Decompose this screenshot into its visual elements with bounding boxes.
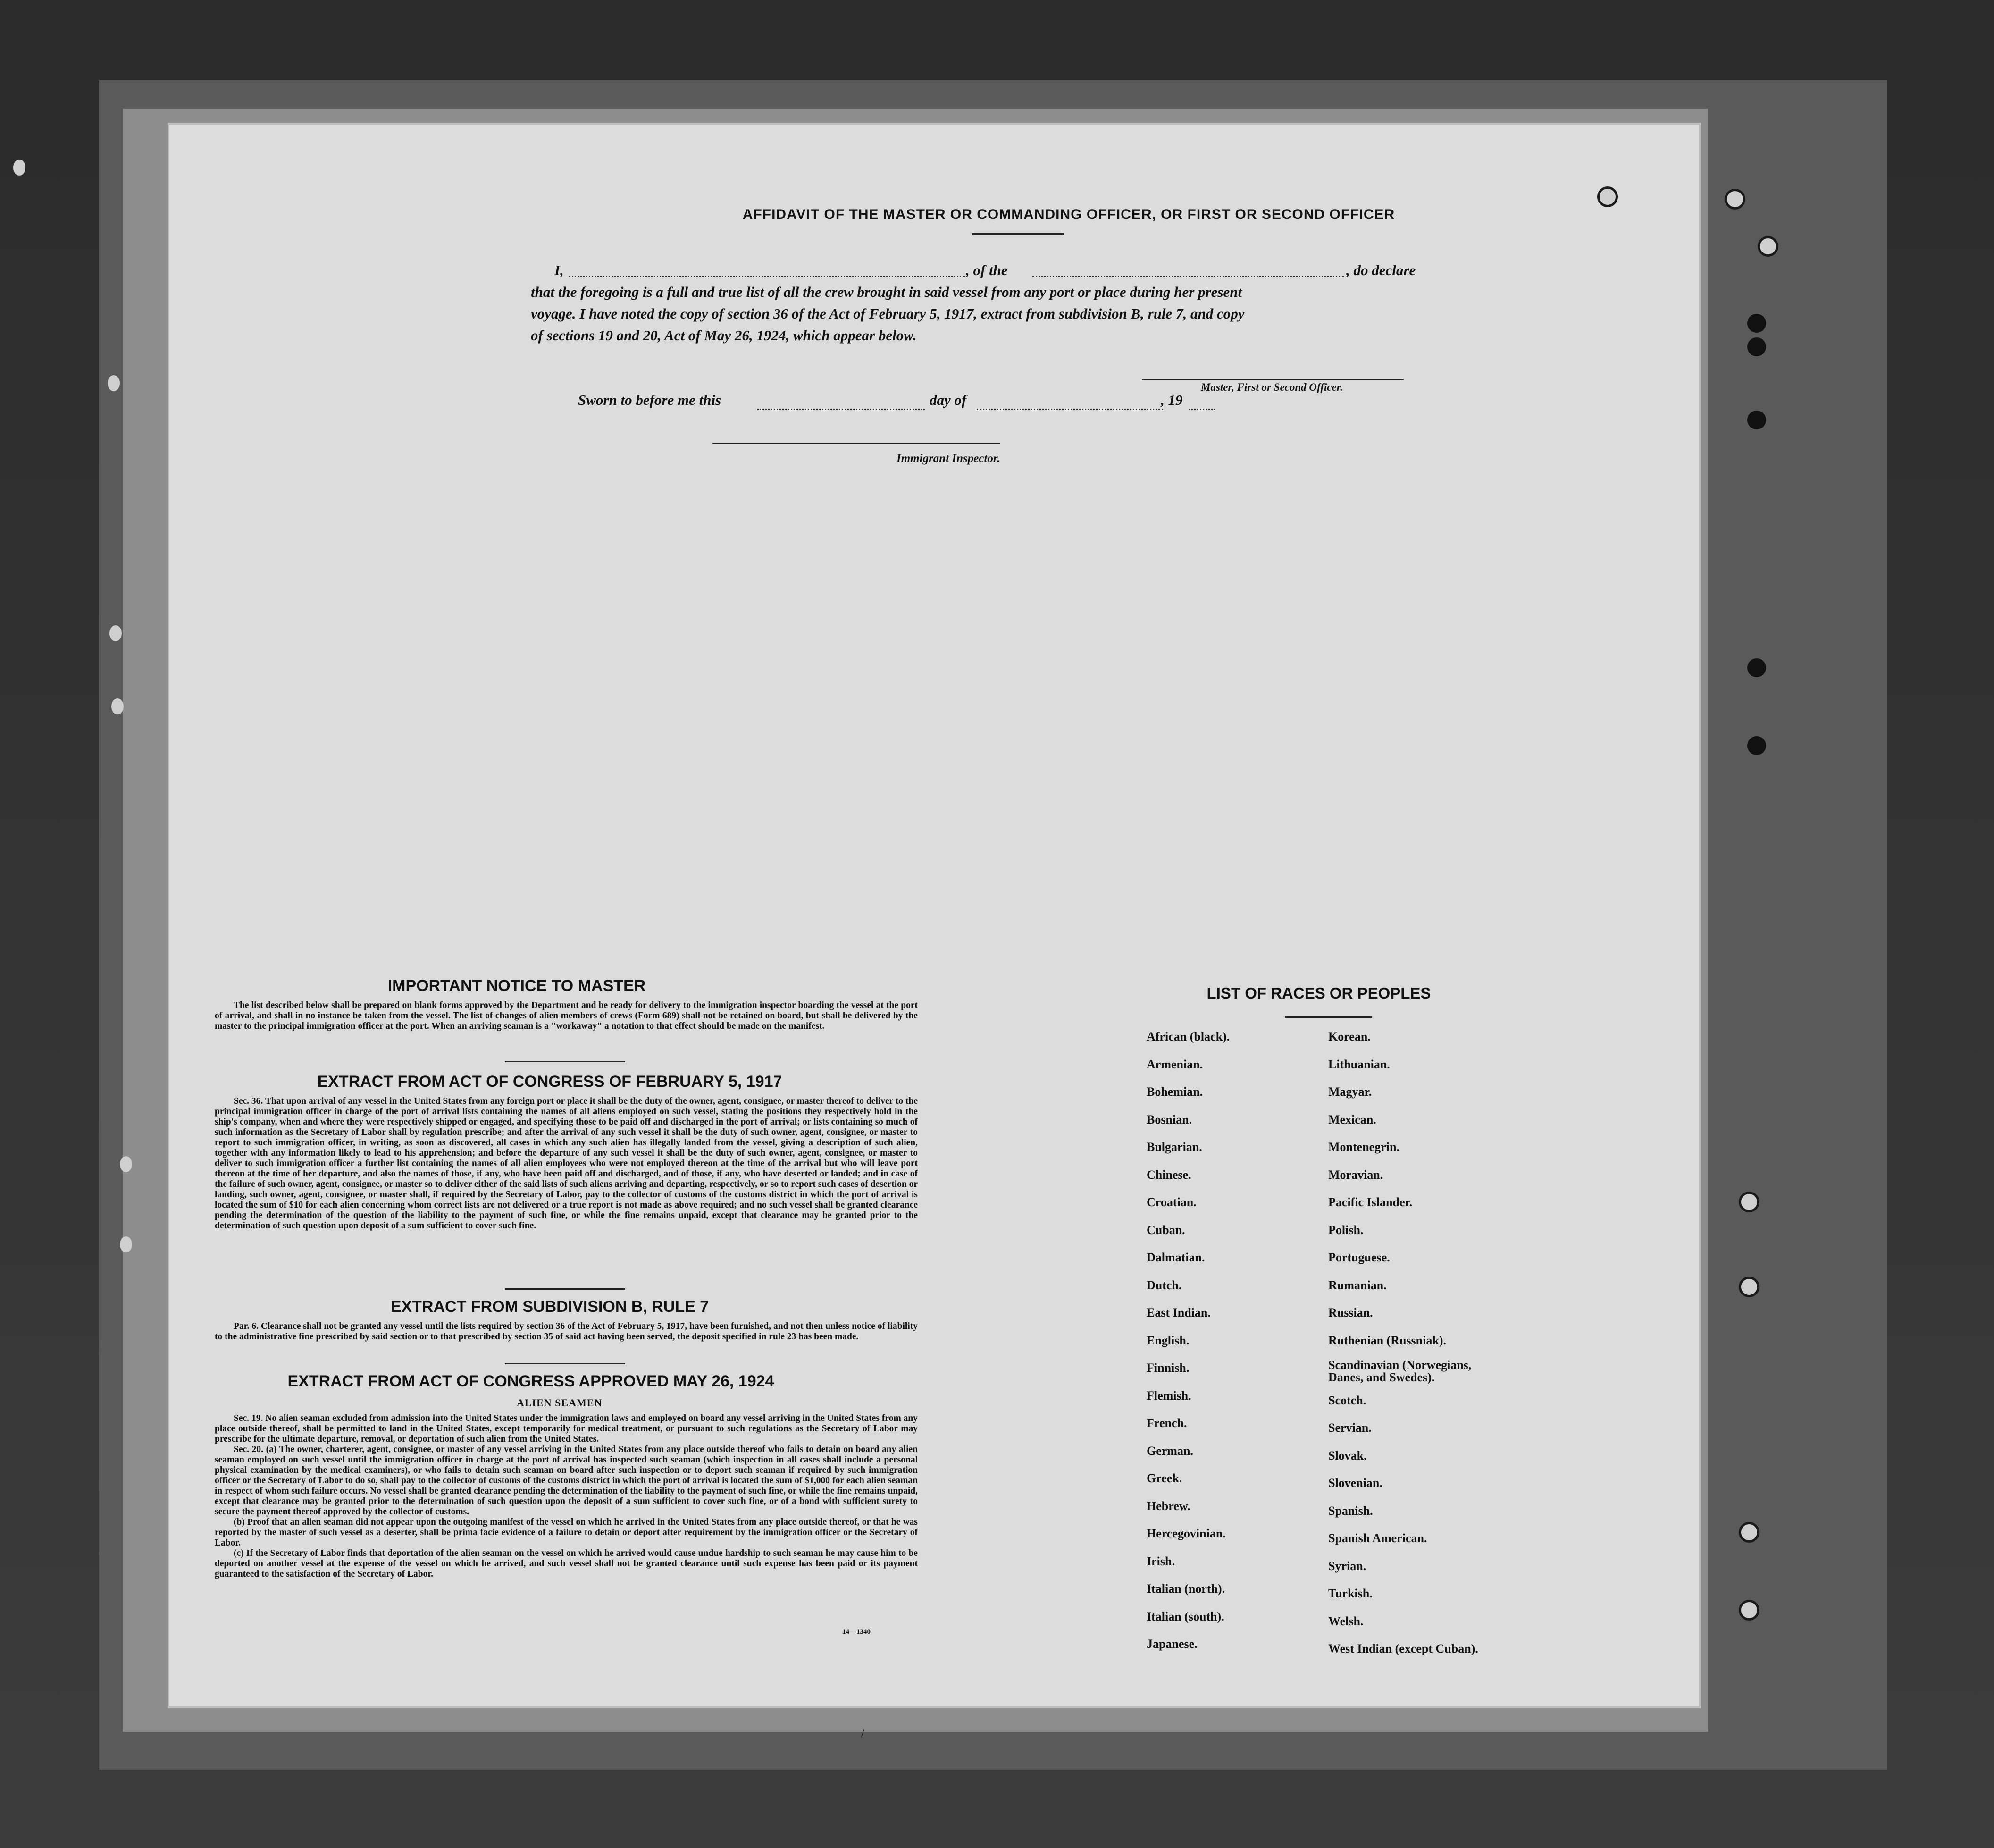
alien-seamen-subtitle: ALIEN SEAMEN (517, 1397, 603, 1409)
race-item: Croatian. (1147, 1195, 1197, 1209)
punch-hole (1747, 658, 1766, 677)
sworn-label: Sworn to before me this (578, 392, 721, 408)
race-item: Lithuanian. (1328, 1057, 1390, 1071)
punch-hole (1747, 411, 1766, 429)
i-label: I, (554, 262, 564, 278)
race-item: Russian. (1328, 1306, 1373, 1319)
form-number: 14—1340 (842, 1628, 871, 1636)
sec-20b-paragraph: (b) Proof that an alien seaman did not appear upon the outgoing manifest of the vessel on which he arrived in the United States from any place outside thereof, or that he was reported by the master of such vessel as a deserter, shall be prima facie evidence of a failure to detain or deport after requirement by the immigration officer or the Secretary of Labor. (215, 1517, 918, 1548)
inspector-label: Immigrant Inspector. (896, 452, 1000, 465)
punch-hole (1739, 1600, 1759, 1621)
sec-20c-paragraph: (c) If the Secretary of Labor finds that deportation of the alien seaman on the vessel on which he arrived would cause undue hardship to such seaman he may cause him to be deported on another vessel at the expense of the vessel on which he arrived, and such vessel shall not be granted clearance until such expense has been paid or its payment guaranteed to the satisfaction of the Secretary of Labor. (215, 1548, 918, 1579)
margin-hole (108, 375, 120, 391)
extract-1917-text (215, 1096, 918, 1231)
affidavit-line-1: that the foregoing is a full and true list of all the crew brought in said vessel from any port or place during her present (531, 284, 1242, 300)
extract-1924-text (215, 1413, 918, 1579)
race-item: Irish. (1147, 1554, 1175, 1568)
race-item: East Indian. (1147, 1306, 1211, 1319)
punch-hole (1747, 736, 1766, 755)
affidavit-body (531, 260, 1437, 346)
race-item: Flemish. (1147, 1388, 1191, 1403)
sec-19-paragraph: Sec. 19. No alien seaman excluded from admission into the United States under the immigration laws and employed on board any vessel arriving in the United States from any place outside thereof, shall be permitted to land in the United States, except temporarily for medical treatment, or pursuant to such regulations as the Secretary of Labor may prescribe for the ultimate departure, removal, or deportation of such alien from the United States. (215, 1413, 918, 1444)
race-item: Scotch. (1328, 1393, 1366, 1407)
margin-hole (13, 160, 25, 176)
section-rule (505, 1061, 625, 1062)
races-title: LIST OF RACES OR PEOPLES (1206, 984, 1431, 1002)
race-item: West Indian (except Cuban). (1328, 1642, 1478, 1655)
race-item: Syrian. (1328, 1559, 1366, 1573)
race-item: Mexican. (1328, 1112, 1376, 1126)
day-of-label: day of (930, 392, 967, 408)
race-item: Ruthenian (Russniak). (1328, 1333, 1446, 1347)
race-item: Turkish. (1328, 1587, 1373, 1600)
section-rule (505, 1363, 625, 1364)
margin-hole (111, 698, 124, 714)
extract-1917-title: EXTRACT FROM ACT OF CONGRESS OF FEBRUARY 5, 1917 (317, 1073, 782, 1091)
race-item: Rumanian. (1328, 1278, 1387, 1292)
races-left-column (1147, 1023, 1316, 1658)
notice-title: IMPORTANT NOTICE TO MASTER (387, 977, 646, 995)
race-item: Spanish American. (1328, 1531, 1427, 1545)
stray-mark: / (861, 1726, 865, 1740)
race-item: Greek. (1147, 1471, 1182, 1485)
race-item: Montenegrin. (1328, 1140, 1399, 1154)
extract-1924-title: EXTRACT FROM ACT OF CONGRESS APPROVED MAY 26, 1924 (287, 1372, 774, 1390)
inspector-signature-line[interactable] (712, 443, 1000, 444)
race-item: Bohemian. (1147, 1085, 1203, 1099)
do-declare-label: , do declare (1346, 262, 1416, 278)
races-right-column (1328, 1023, 1592, 1663)
of-the-label: , of the (966, 262, 1008, 278)
race-item: French. (1147, 1416, 1187, 1430)
sec-20a-paragraph: Sec. 20. (a) The owner, charterer, agent, consignee, or master of any vessel arriving in the United States from any place outside thereof who fails to detain on board any alien seaman employed on such vessel until the immigration officer in charge at the port of arrival has inspected such seaman (which inspection in all cases shall include a personal physical examination by the medical examiners), or who fails to detain such seaman on board after such inspection or to deport such seaman if required by such immigration officer or the Secretary of Labor to do so, shall pay to the collector of customs of the customs district in which the port of arrival is located the sum of $1,000 for each alien seaman in respect of whom such failure occurs. No vessel shall be granted clearance pending the determination of the liability to the payment of such fine, or while the fine remains unpaid, except that clearance may be granted prior to the determination of such question upon the deposit of a sum sufficient to cover such fine, or of a bond with sufficient surety to secure the payment thereof approved by the collector of customs. (215, 1445, 918, 1517)
extract-rule7-title: EXTRACT FROM SUBDIVISION B, RULE 7 (390, 1298, 709, 1316)
race-item: Korean. (1328, 1030, 1371, 1043)
race-item: Bosnian. (1147, 1112, 1192, 1126)
race-item: Portuguese. (1328, 1251, 1390, 1264)
race-item: Pacific Islander. (1328, 1195, 1413, 1209)
master-signature-line[interactable] (1142, 379, 1404, 380)
sworn-line (578, 392, 721, 409)
master-signature-label: Master, First or Second Officer. (1201, 381, 1343, 393)
race-item: Polish. (1328, 1223, 1364, 1237)
race-item: Bulgarian. (1147, 1140, 1202, 1154)
race-item: Cuban. (1147, 1223, 1185, 1237)
punch-hole (1597, 186, 1618, 207)
sworn-month-blank[interactable] (977, 409, 1163, 410)
race-item: Moravian. (1328, 1168, 1383, 1182)
race-item: Spanish. (1328, 1504, 1373, 1518)
sworn-year-blank[interactable] (1189, 409, 1215, 410)
punch-hole (1725, 189, 1745, 210)
par-6-paragraph: Par. 6. Clearance shall not be granted any vessel until the lists required by section 36 of the Act of February 5, 1917, have been furnished, and not then unless notice of liability to the administrative fine prescribed by said section or to that prescribed by section 35 of said act having been served, the deposit specified in rule 23 has been made. (215, 1321, 918, 1342)
race-item: Dalmatian. (1147, 1251, 1205, 1264)
punch-hole (1739, 1522, 1759, 1543)
race-item: Magyar. (1328, 1085, 1372, 1099)
punch-hole (1739, 1277, 1759, 1297)
race-item: English. (1147, 1333, 1190, 1347)
punch-hole (1758, 236, 1778, 257)
extract-rule7-text (215, 1321, 918, 1342)
race-item: Hebrew. (1147, 1499, 1190, 1513)
margin-hole (120, 1236, 132, 1252)
title-rule (972, 233, 1064, 235)
affidavit-line-2: voyage. I have noted the copy of section 36 of the Act of February 5, 1917, extract from subdivision B, rule 7, and copy (531, 305, 1245, 322)
year-label: , 19 (1161, 392, 1183, 408)
race-item: Italian (south). (1147, 1609, 1224, 1623)
race-item: German. (1147, 1444, 1193, 1458)
race-item: Scandinavian (Norwegians, Danes, and Swedes). (1328, 1358, 1472, 1384)
notice-text (215, 1000, 918, 1032)
notice-paragraph: The list described below shall be prepared on blank forms approved by the Department and be ready for delivery to the immigration inspector boarding the vessel at the port of arrival, and shall in no instance be taken from the vessel. The list of changes of alien members of crews (Form 689) shall not be retained on board, but shall be delivered by the master to the principal immigration officer at the port. When an arriving seaman is a "workaway" a notation to that effect should be made on the manifest. (215, 1000, 918, 1031)
race-item: Hercegovinian. (1147, 1527, 1226, 1540)
margin-hole (109, 625, 122, 641)
sworn-day-blank[interactable] (757, 409, 925, 410)
race-item: Armenian. (1147, 1057, 1203, 1071)
race-item: Slovak. (1328, 1448, 1367, 1462)
affidavit-title: AFFIDAVIT OF THE MASTER OR COMMANDING OFFICER, OR FIRST OR SECOND OFFICER (742, 207, 1395, 222)
race-item: Japanese. (1147, 1637, 1198, 1651)
race-item: Dutch. (1147, 1278, 1182, 1292)
punch-hole (1747, 314, 1766, 333)
punch-hole (1747, 337, 1766, 356)
race-item: Italian (north). (1147, 1582, 1225, 1596)
race-item: Slovenian. (1328, 1476, 1382, 1490)
race-item: Servian. (1328, 1421, 1372, 1435)
name-blank[interactable] (569, 276, 965, 277)
race-item: Chinese. (1147, 1168, 1191, 1182)
race-item: African (black). (1147, 1030, 1230, 1043)
document-page (168, 123, 1701, 1740)
punch-hole (1739, 1192, 1759, 1212)
declaration-line (531, 260, 1437, 281)
race-item: Welsh. (1328, 1614, 1364, 1628)
section-rule (505, 1288, 625, 1290)
race-item: Finnish. (1147, 1361, 1190, 1375)
races-title-rule (1285, 1016, 1372, 1018)
margin-hole (120, 1156, 132, 1172)
vessel-blank[interactable] (1032, 276, 1344, 277)
affidavit-line-3: of sections 19 and 20, Act of May 26, 1924, which appear below. (531, 327, 917, 344)
sec-36-paragraph: Sec. 36. That upon arrival of any vessel in the United States from any foreign port or place it shall be the duty of the owner, agent, consignee, or master thereof to deliver to the principal immigration officer in charge of the port of arrival lists containing the names of all aliens employed on such vessel, stating the positions they respectively hold in the ship's company, when and where they were respectively shipped or engaged, and specifying those to be paid off and discharged in the port of arrival; or lists containing so much of such information as the Secretary of Labor shall by regulation prescribe; and after the arrival of any such vessel it shall be the duty of such owner, agent, consignee, or master to report to such immigration officer, in writing, as soon as discovered, all cases in which any such alien has illegally landed from the vessel, giving a description of such alien, together with any information likely to lead to his apprehension; and before the departure of any such vessel it shall be the duty of such owner, agent, consignee, or master to deliver to such immigration officer a further list containing the names of all alien employees who were not employed thereon at the time of the arrival but who will leave port thereon at the time of her departure, and also the names of those, if any, who have been paid off and discharged, and of those, if any, who have deserted or landed; and in case of the failure of such owner, agent, consignee, or master so to deliver either of the said lists of such aliens arriving and departing, respectively, or so to report such cases of desertion or landing, such owner, agent, consignee, or master shall, if required by the Secretary of Labor, pay to the collector of customs of the customs district in which the port of arrival is located the sum of $10 for each alien concerning whom correct lists are not delivered or a true report is not made as above required; and no such vessel shall be granted clearance pending the determination of the question of the liability to the payment of such fine, or while the fine remains unpaid, except that clearance may be granted prior to the determination of such question upon deposit of a sum sufficient to cover such fine. (215, 1096, 918, 1231)
